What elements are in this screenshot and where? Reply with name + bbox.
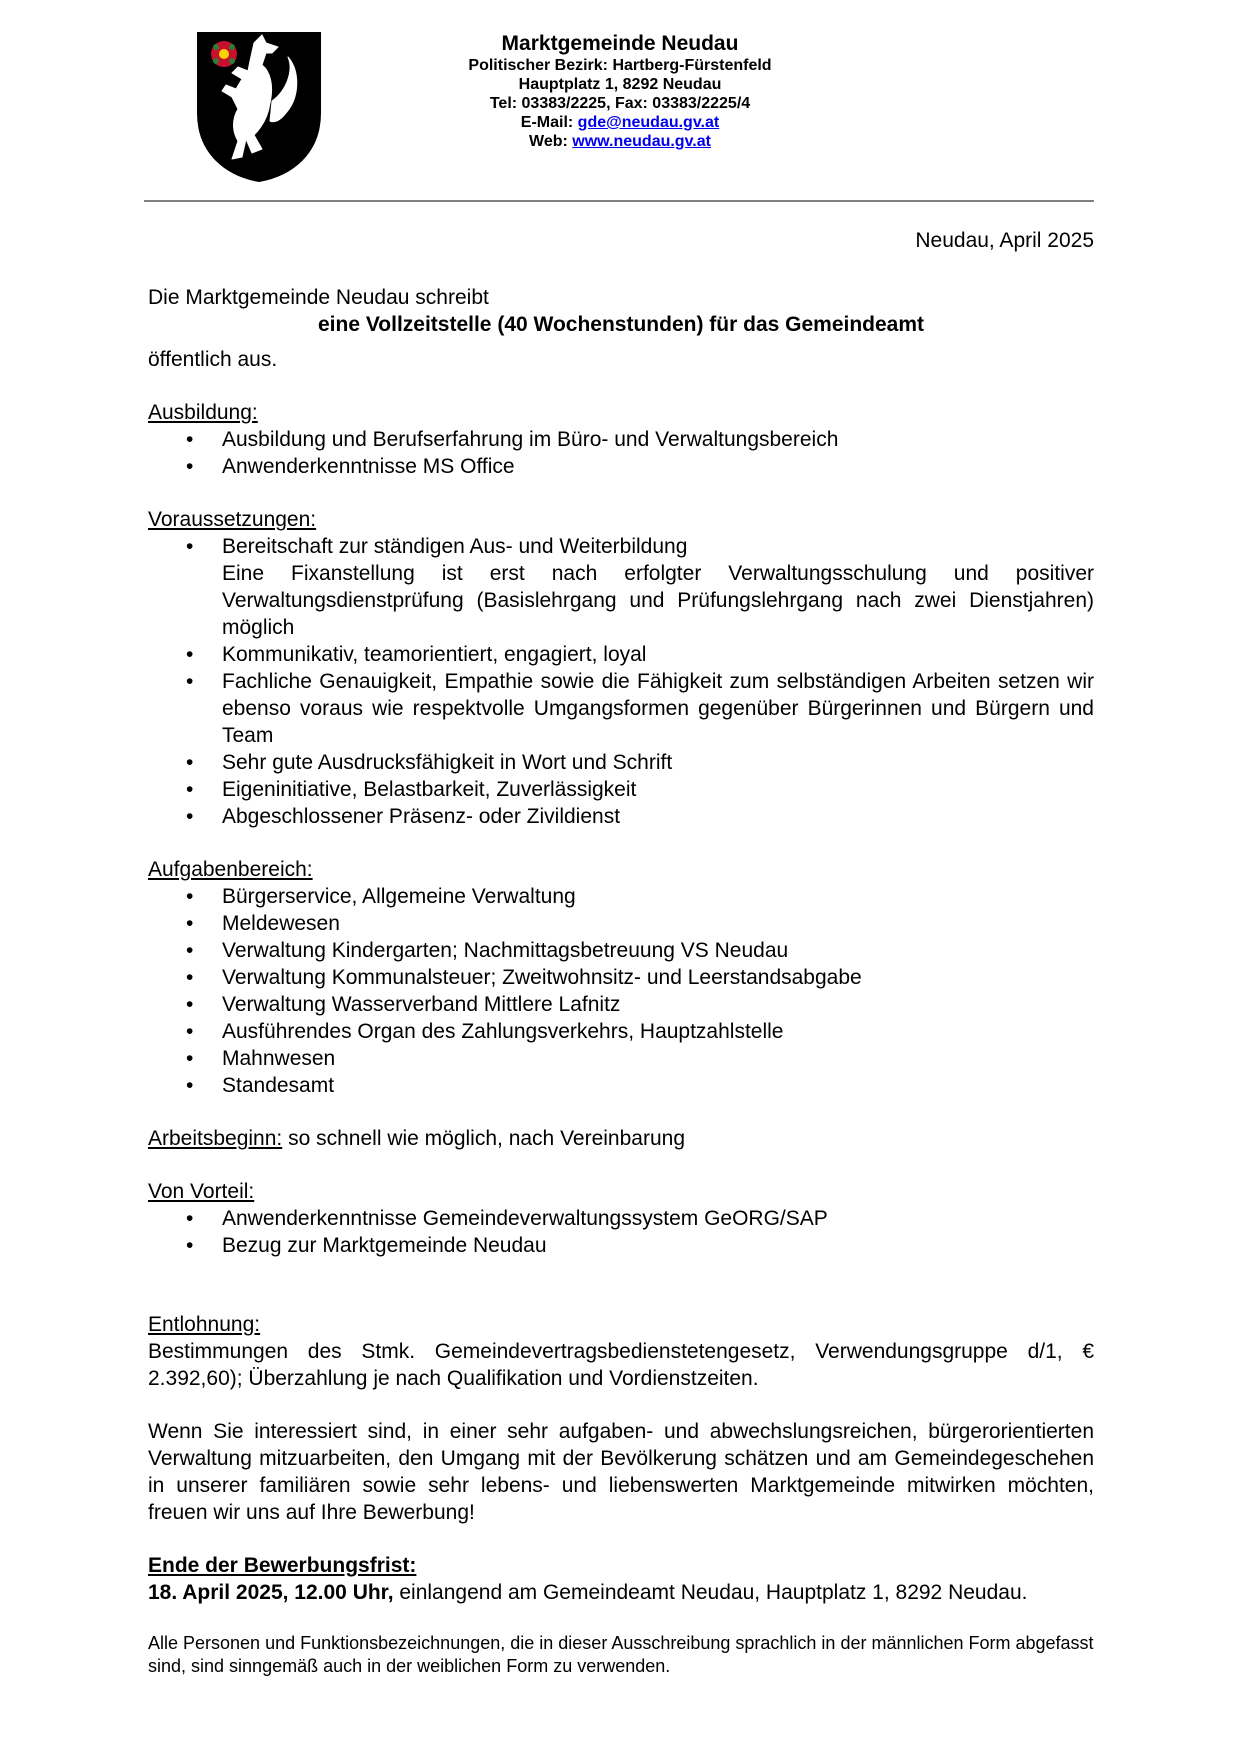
- phone-fax: Tel: 03383/2225, Fax: 03383/2225/4: [489, 95, 751, 112]
- list-item: • Anwenderkenntnisse MS Office: [148, 453, 1094, 480]
- list-item: • Eigeninitiative, Belastbarkeit, Zuverlässigkeit: [148, 776, 1094, 803]
- gender-footnote: Alle Personen und Funktionsbezeichnungen, die in dieser Ausschreibung sprachlich in der männlichen Form abgefasst sind, sind sinngemäß auch in der weiblichen Form zu verwenden.: [148, 1633, 1094, 1676]
- list-item: • Fachliche Genauigkeit, Empathie sowie die Fähigkeit zum selbständigen Arbeiten setzen wir ebenso voraus wie respektvolle Umgangsformen gegenüber Bürgerinnen und Bürgern und Team: [148, 668, 1094, 749]
- district: Politischer Bezirk: Hartberg-Fürstenfeld: [468, 57, 772, 74]
- list-item: • Sehr gute Ausdrucksfähigkeit in Wort und Schrift: [148, 749, 1094, 776]
- appeal-paragraph: Wenn Sie interessiert sind, in einer sehr aufgaben- und abwechslungsreichen, bürgerorientierten Verwaltung mitzuarbeiten, den Umgang mit der Bevölkerung schätzen und am Gemeindegeschehen in unserer familiären sowie sehr lebens- und liebenswerten Marktgemeinde mitwirken möchten, freuen wir uns auf Ihre Bewerbung!: [148, 1420, 1094, 1524]
- aufgaben-list: [148, 883, 1094, 1099]
- ausbildung-list: [148, 426, 1094, 480]
- arbeitsbeginn-line: [148, 1125, 1094, 1152]
- deadline-text: einlangend am Gemeindeamt Neudau, Hauptplatz 1, 8292 Neudau.: [393, 1581, 1028, 1604]
- list-item: • Verwaltung Kindergarten; Nachmittagsbetreuung VS Neudau: [148, 937, 1094, 964]
- web-line: [400, 132, 840, 151]
- list-item: • Verwaltung Kommunalsteuer; Zweitwohnsitz- und Leerstandsabgabe: [148, 964, 1094, 991]
- deadline-heading: Ende der Bewerbungsfrist:: [148, 1554, 417, 1577]
- vorteil-heading: Von Vorteil:: [148, 1180, 255, 1203]
- entlohnung-text: Bestimmungen des Stmk. Gemeindevertragsbedienstetengesetz, Verwendungsgruppe d/1, € 2.392,60); Überzahlung je nach Qualifikation und Vordienstzeiten.: [148, 1340, 1094, 1390]
- list-item: • Kommunikativ, teamorientiert, engagiert, loyal: [148, 641, 1094, 668]
- intro-end: öffentlich aus.: [148, 348, 278, 371]
- email-link[interactable]: gde@neudau.gv.at: [577, 114, 720, 131]
- arbeitsbeginn-heading: Arbeitsbeginn:: [148, 1127, 283, 1150]
- list-item-text: • Bereitschaft zur ständigen Aus- und Weiterbildung: [222, 535, 688, 558]
- list-item: • Bezug zur Marktgemeinde Neudau: [148, 1232, 1094, 1259]
- email-label: E-Mail:: [520, 114, 574, 131]
- list-item: • Abgeschlossener Präsenz- oder Zivildienst: [148, 803, 1094, 830]
- intro-line: Die Marktgemeinde Neudau schreibt: [148, 286, 489, 309]
- list-item: [148, 533, 1094, 641]
- date-line: Neudau, April 2025: [915, 229, 1094, 252]
- arbeitsbeginn-text: so schnell wie möglich, nach Vereinbarung: [282, 1127, 685, 1150]
- list-item: • Ausbildung und Berufserfahrung im Büro- und Verwaltungsbereich: [148, 426, 1094, 453]
- header-divider: [144, 200, 1094, 202]
- list-item: • Mahnwesen: [148, 1045, 1094, 1072]
- ausbildung-heading: Ausbildung:: [148, 401, 258, 424]
- position-title: eine Vollzeitstelle (40 Wochenstunden) für das Gemeindeamt: [317, 313, 925, 336]
- web-label: Web:: [529, 133, 568, 150]
- letterhead: [400, 31, 840, 151]
- list-item: • Meldewesen: [148, 910, 1094, 937]
- voraussetzungen-list: [148, 533, 1094, 830]
- list-item: • Ausführendes Organ des Zahlungsverkehrs, Hauptzahlstelle: [148, 1018, 1094, 1045]
- list-item: • Anwenderkenntnisse Gemeindeverwaltungssystem GeORG/SAP: [148, 1205, 1094, 1232]
- deadline-line: [148, 1579, 1094, 1606]
- document-body: [148, 284, 1094, 1678]
- list-item: • Verwaltung Wasserverband Mittlere Lafnitz: [148, 991, 1094, 1018]
- web-link[interactable]: www.neudau.gv.at: [572, 133, 711, 150]
- deadline-date: 18. April 2025, 12.00 Uhr,: [148, 1581, 394, 1604]
- list-item: • Standesamt: [148, 1072, 1094, 1099]
- entlohnung-heading: Entlohnung:: [148, 1313, 261, 1336]
- email-line: [400, 113, 840, 132]
- list-item-note: Eine Fixanstellung ist erst nach erfolgter Verwaltungsschulung und positiver Verwaltungsdienstprüfung (Basislehrgang und Prüfungslehrgang nach zwei Dienstjahren) möglich: [222, 562, 1094, 639]
- address: Hauptplatz 1, 8292 Neudau: [518, 76, 722, 93]
- org-name: Marktgemeinde Neudau: [501, 32, 739, 55]
- list-item: • Bürgerservice, Allgemeine Verwaltung: [148, 883, 1094, 910]
- rose-icon: [211, 41, 237, 67]
- aufgaben-heading: Aufgabenbereich:: [148, 858, 313, 881]
- coat-of-arms-icon: [196, 31, 322, 183]
- voraussetzungen-heading: Voraussetzungen:: [148, 508, 317, 531]
- vorteil-list: [148, 1205, 1094, 1259]
